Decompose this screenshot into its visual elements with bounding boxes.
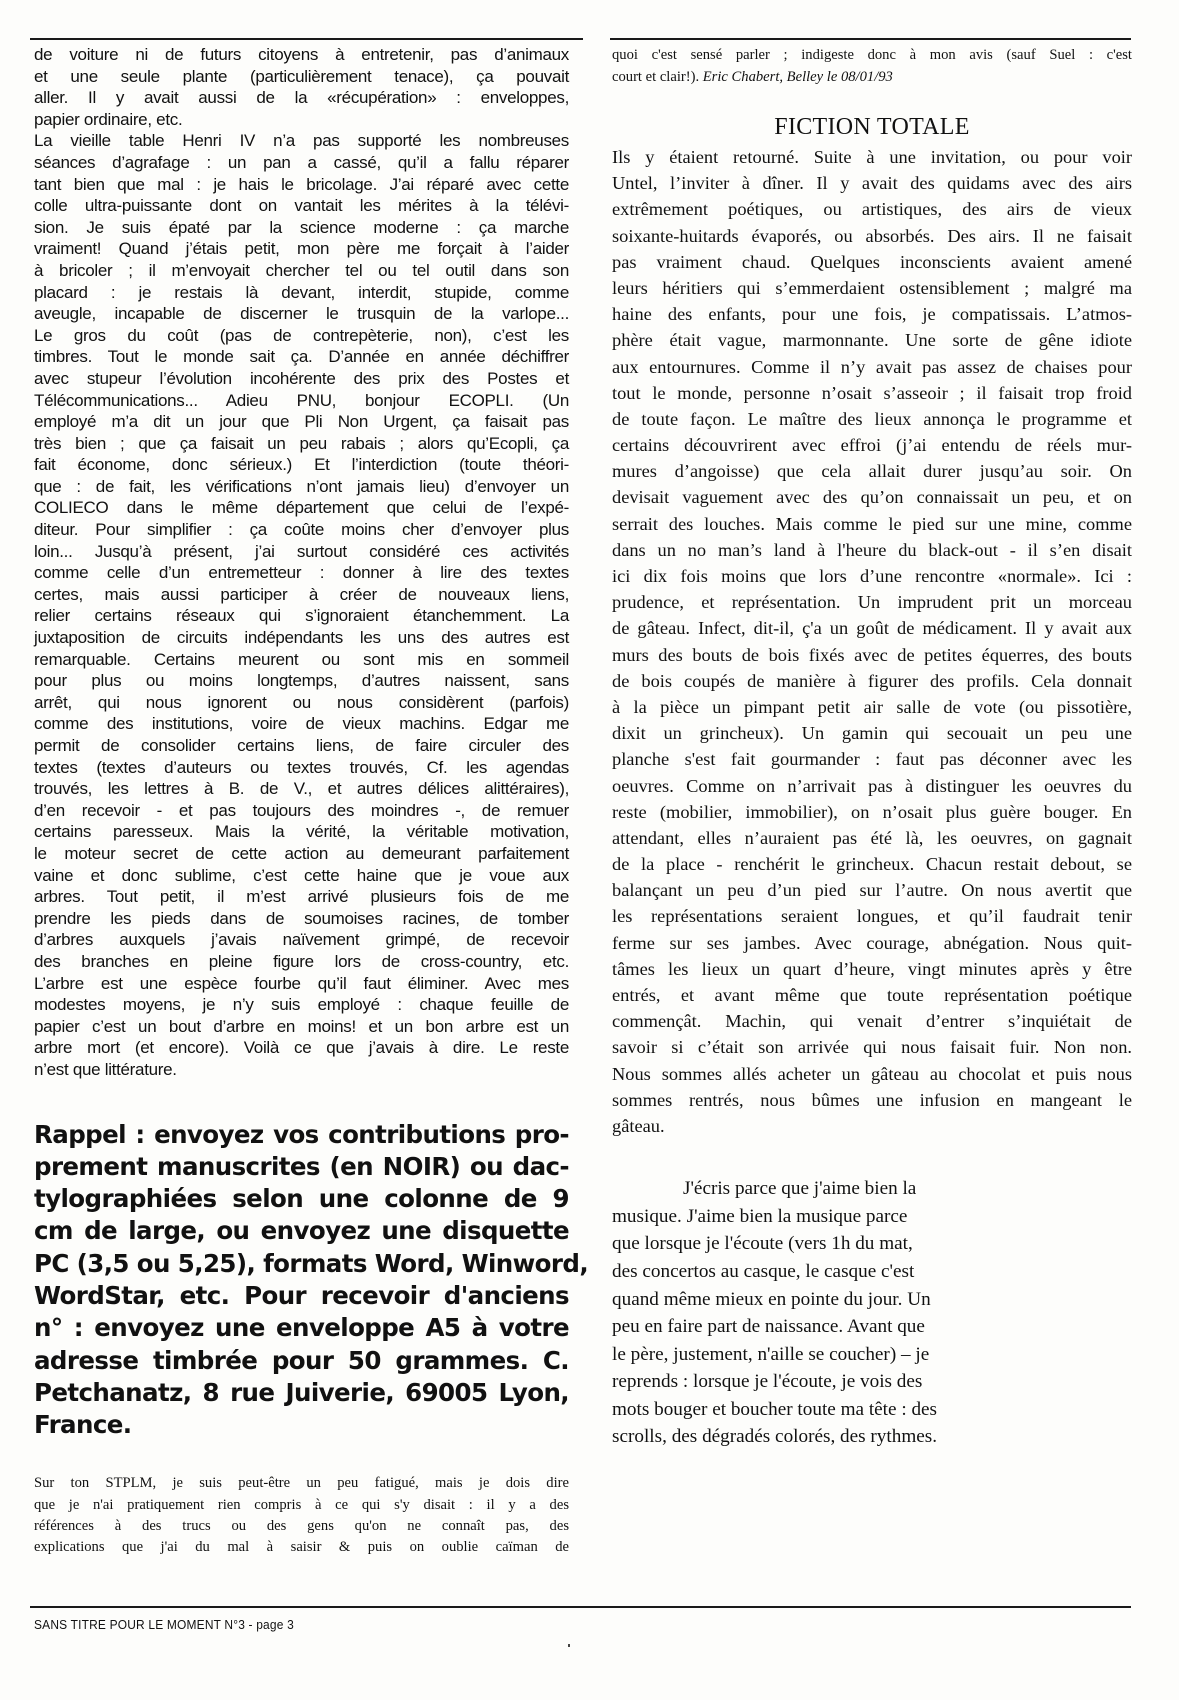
text-line: France. xyxy=(34,1410,132,1440)
text-line: de voiture ni de futurs citoyens à entretenir, pas d’animaux xyxy=(34,45,569,64)
text-line: mures d’angoisse) que cela allait durer jusqu’au soir. On xyxy=(612,461,1132,482)
text-line: L’arbre est une espèce fourbe qu’il faut éliminer. Avec mes xyxy=(34,973,569,993)
text-line: vraiment! Quand j’étais petit, mon père me forçait à l’aider xyxy=(34,239,569,259)
text-line: arbre mort (et encore). Voilà ce que j’avais à dire. Le reste xyxy=(34,1038,569,1058)
text-line: dixit un grincheux). Un gamin qui secouait un peu une xyxy=(612,723,1132,744)
text-line: sion. Je suis épaté par la science moderne : ça marche xyxy=(34,217,569,237)
text-line: modestes moyens, je n’y suis employé : chaque feuille de xyxy=(34,995,569,1015)
text-line: comme des institutions, voire de vieux machins. Edgar me xyxy=(34,714,569,734)
text-line: Télécommunications... Adieu PNU, bonjour ECOPLI. (Un xyxy=(34,390,569,410)
text-line: quand même mieux en pointe du jour. Un xyxy=(612,1288,931,1310)
text-line: le moteur secret de cette action au demeurant parfaitement xyxy=(34,843,569,863)
text-line: reprends : lorsque je l'écoute, je vois des xyxy=(612,1371,923,1393)
text-line: arrêt, qui nous ignorent ou nous considèrent (parfois) xyxy=(34,692,569,712)
text-line: La vieille table Henri IV n’a pas supporté les nombreuses xyxy=(34,131,569,151)
text-line: que je n'ai pratiquement rien compris à ce qui s'y disait : il y a des xyxy=(34,1496,569,1513)
text-line: prendre les pieds dans de soumoises racines, de tomber xyxy=(34,908,569,928)
text-line: pour plus ou moins longtemps, d’autres naissent, sans xyxy=(34,671,569,691)
text-line: Petchanatz, 8 rue Juiverie, 69005 Lyon, xyxy=(34,1377,569,1407)
text-line: Ils y étaient retourné. Suite à une invitation, ou pour voir xyxy=(612,147,1132,167)
text-line: de gâteau. Infect, dit-il, ç'a un goût de médicament. Il y avait aux xyxy=(612,618,1132,639)
text-line: papier c’est un bout d’arbre en moins! et un bon arbre est un xyxy=(34,1016,569,1036)
text-line: certains paresseux. Mais la vérité, la véritable motivation, xyxy=(34,822,569,842)
text-line: trouvés, les lettres à B. de V., et autres délices alittéraires), xyxy=(34,779,569,799)
text-line: scrolls, des dégradés colorés, des rythmes. xyxy=(612,1426,938,1448)
text-line: comme celle d’un entremetteur : donner à lire des textes xyxy=(34,563,569,583)
text-line: de la place - renchérit le grincheux. Chacun restait debout, se xyxy=(612,854,1132,875)
page-footer: SANS TITRE POUR LE MOMENT N°3 - page 3 xyxy=(34,1617,294,1632)
text-line: d’arbres auxquels j’avais naïvement grimpé, de recevoir xyxy=(34,930,569,950)
text-line: vaine et donc sublime, c’est cette haine que je voue aux xyxy=(34,865,569,885)
text-line: références à des trucs ou des gens qu'on ne connaît pas, des xyxy=(34,1517,569,1534)
text-line: que lorsque je l'écoute (vers 1h du mat, xyxy=(612,1233,913,1255)
text-line: colle ultra-puissante dont on vantait les mérites à la télévi- xyxy=(34,196,569,216)
text-line: soixante-huitards évaporés, ou absorbés. Des airs. Il ne faisait xyxy=(612,225,1132,246)
text-line: WordStar, etc. Pour recevoir d'anciens xyxy=(34,1280,569,1310)
text-line: remarquable. Certains meurent ou sont mis en sommeil xyxy=(34,649,569,669)
text-line: certes, mais aussi participer à créer de nouveaux liens, xyxy=(34,584,569,604)
text-line: extrêmement poétiques, ou artistiques, des airs de vieux xyxy=(612,199,1132,220)
text-line: Untel, l’inviter à dîner. Il y avait des quidams avec des airs xyxy=(612,173,1132,194)
text-line: serrait des louches. Mais comme le pied sur une mine, comme xyxy=(612,513,1132,534)
text-line: très bien ; que ça faisait un peu rabais ; alors qu’Ecopli, ça xyxy=(34,433,569,453)
text-line: J'écris parce que j'aime bien la xyxy=(683,1178,917,1200)
text-line: PC (3,5 ou 5,25), formats Word, Winword, xyxy=(34,1248,589,1278)
text-line: balançant un peu d’un pied sur l’autre. On nous avertit que xyxy=(612,880,1132,901)
text-line: le père, justement, n'aille se coucher) – je xyxy=(612,1343,930,1365)
text-line: commençât. Machin, qui venait d’entrer s’inquiétait de xyxy=(612,1011,1132,1032)
text-line: aveugle, incapable de discerner le trusquin de la varlope... xyxy=(34,304,569,324)
text-line: loin... Jusqu’à présent, j’ai surtout considéré ces activités xyxy=(34,541,569,561)
text-line: les représentations seraient longues, et qu’il faudrait tenir xyxy=(612,906,1132,927)
text-line: n’est que littérature. xyxy=(34,1059,177,1079)
text-line: musique. J'aime bien la musique parce xyxy=(612,1205,908,1227)
top-rule-left xyxy=(30,38,583,40)
text-line: fait économe, donc sérieux.) Et l’interdiction (toute théori- xyxy=(34,455,569,475)
essay-body xyxy=(34,44,569,1081)
musique-paragraph xyxy=(612,1175,1132,1451)
text-line: timbres. Tout le monde sait ça. D’année en année déchiffrer xyxy=(34,347,569,367)
story-title: FICTION TOTALE xyxy=(774,114,970,140)
text-line: ferme sur ses jambes. Avec courage, abnégation. Nous quit- xyxy=(612,932,1132,953)
text-line: des concertos au casque, le casque c'est xyxy=(612,1260,915,1282)
scan-speck xyxy=(568,1644,570,1647)
rappel-notice xyxy=(34,1119,589,1442)
text-line: Nous sommes allés acheter un gâteau au chocolat et puis nous xyxy=(612,1063,1132,1084)
text-line: placard : je restais là devant, interdit, stupide, comme xyxy=(34,282,569,302)
text-line: planche s'est fait gourmander : faut pas déconner avec les xyxy=(612,749,1132,770)
text-line: oeuvres. Comme on n’arrivait pas à distinguer les oeuvres du xyxy=(612,775,1132,796)
text-line: mots bouger et boucher toute ma tête : des xyxy=(612,1398,938,1420)
text-line: permit de consolider certains liens, de faire circuler des xyxy=(34,736,569,755)
text-line: diteur. Pour simplifier : ça coûte moins cher d’envoyer plus xyxy=(34,520,569,540)
text-line: adresse timbrée pour 50 grammes. C. xyxy=(34,1345,569,1375)
text-line: tylographiées selon une colonne de 9 xyxy=(34,1184,569,1214)
text-line: papier ordinaire, etc. xyxy=(34,109,183,129)
text-line: murs des bouts de bois fixés avec de petites équerres, des bouts xyxy=(612,644,1132,665)
text-line: tout le monde, personne n’osait s’asseoir ; il faisait trop froid xyxy=(612,382,1132,403)
text-line: entrés, et avant même que toute représentation poétique xyxy=(612,985,1132,1005)
text-line: ici dix fois moins que lors d’une rencontre «normale». Ici : xyxy=(612,566,1132,586)
text-line: à la pièce un pimpant petit air salle de vote (ou pissotière, xyxy=(612,696,1132,717)
text-line: certains découvrirent avec effroi (j’ai entendu de réels mur- xyxy=(612,435,1132,456)
text-line: textes (textes d’auteurs ou textes trouvés, Cf. les agendas xyxy=(34,757,569,777)
text-line: prement manuscrites (en NOIR) ou dac- xyxy=(34,1151,569,1181)
text-line: relier certains réseaux qui s’ignoraient étanchemment. La xyxy=(34,606,569,626)
text-line: à bricoler ; il m’envoyait chercher tel ou tel outil dans son xyxy=(34,260,569,280)
text-line: avec stupeur l’évolution incohérente des prix des Postes et xyxy=(34,368,569,388)
text-line: employé m’a dit un jour que Pli Non Urgent, ça faisait pas xyxy=(34,412,569,432)
text-line: pas vraiment chaud. Quelques inconscients avaient amené xyxy=(612,251,1132,272)
text-line: et une seule plante (particulièrement tenace), ça pouvait xyxy=(34,66,569,86)
text-line: tâmes les lieux un quart d’heure, vingt minutes après y être xyxy=(612,958,1132,979)
text-line: dans un no man’s land à l'heure du black-out - il s’en disait xyxy=(612,539,1132,560)
text-line: prudence, et représentation. Un imprudent prit un morceau xyxy=(612,592,1132,613)
text-line: arbres. Tout petit, il m’est arrivé plusieurs fois de me xyxy=(34,887,569,907)
text-line: phère était vague, marmonnante. Une sorte de gêne idiote xyxy=(612,330,1132,351)
text-line: COLIECO dans le même département que celui de l’expé- xyxy=(34,498,569,518)
text-line: peu en faire part de naissance. Avant que xyxy=(612,1316,925,1338)
text-line: haine des enfants, pour une fois, je compatissais. L’atmos- xyxy=(612,304,1132,325)
bottom-rule xyxy=(30,1606,1131,1608)
text-line: cm de large, ou envoyez une disquette xyxy=(34,1216,569,1246)
text-line: d’en recevoir - et pas toujours des moindres -, de remuer xyxy=(34,800,569,820)
text-line: Sur ton STPLM, je suis peut-être un peu fatigué, mais je dois dire xyxy=(34,1475,569,1492)
text-line: sommes rentrés, nous bûmes une infusion en mangeant le xyxy=(612,1089,1132,1110)
text-line: devisait vaguement avec des qu’on connaissait un peu, et on xyxy=(612,487,1132,508)
text-line: que : de fait, les vérifications n’ont jamais lieu) d’envoyer un xyxy=(34,476,569,496)
text-line: tant bien que mal : je hais le bricolage. J’ai réparé avec cette xyxy=(34,174,569,194)
story-body xyxy=(612,144,1132,1139)
letter-line: court et clair!). Eric Chabert, Belley le 08/01/93 xyxy=(612,69,893,85)
text-line: attendant, elles n’auraient pas été là, les oeuvres, on gagnait xyxy=(612,827,1132,848)
text-line: aux entournures. Comme il n’y avait pas assez de chaises pour xyxy=(612,356,1132,377)
reader-letter-continuation xyxy=(612,44,1132,88)
text-line: gâteau. xyxy=(612,1115,665,1136)
text-line: leurs héritiers qui s’emmerdaient ostensiblement ; malgré ma xyxy=(612,277,1132,298)
text-line: Le gros du coût (pas de contrepèterie, non), c’est les xyxy=(34,325,569,345)
text-line: séances d’agrafage : un pan a cassé, qu’il a fallu réparer xyxy=(34,152,569,172)
text-line: reste (mobilier, immobilier), on n’osait plus guère bouger. En xyxy=(612,801,1132,822)
letter-line: quoi c'est sensé parler ; indigeste donc à mon avis (sauf Suel : c'est xyxy=(612,47,1132,63)
text-line: aller. Il y avait aussi de la «récupération» : enveloppes, xyxy=(34,88,569,108)
text-line: Rappel : envoyez vos contributions pro- xyxy=(34,1119,569,1149)
reader-letter xyxy=(34,1473,569,1558)
text-line: n° : envoyez une enveloppe A5 à votre xyxy=(34,1313,569,1343)
top-rule-right xyxy=(610,38,1131,40)
text-line: de bois coupés de manière à figurer des profils. Cela donnait xyxy=(612,670,1132,691)
text-line: des branches en pleine figure lors de cross-country, etc. xyxy=(34,951,569,971)
text-line: de toute façon. Le maître des lieux annonça le programme et xyxy=(612,408,1132,429)
text-line: explications que j'ai du mal à saisir & puis on oublie caïman de xyxy=(34,1539,569,1556)
letter-signature: Eric Chabert, Belley le 08/01/93 xyxy=(702,69,893,85)
left-column xyxy=(34,44,589,1558)
text-line: savoir si c’était son arrivée qui nous faisait fuir. Non non. xyxy=(612,1037,1132,1058)
text-line: juxtaposition de circuits indépendants les uns des autres est xyxy=(34,628,569,648)
right-column xyxy=(612,44,1132,1451)
